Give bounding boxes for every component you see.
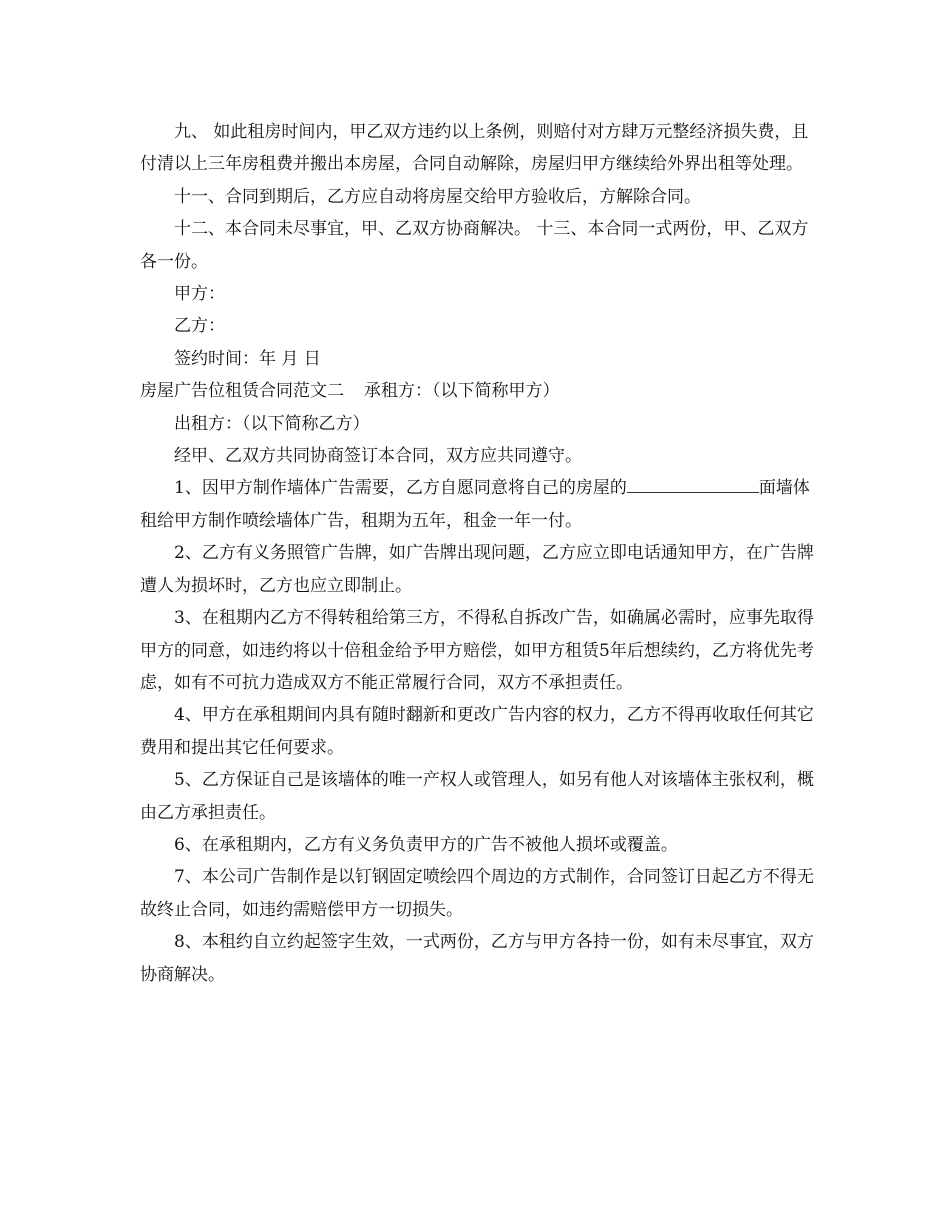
clause-1-text-start: 1、因甲方制作墙体广告需要，乙方自愿同意将自己的房屋的 — [174, 478, 627, 499]
clause-7: 7、本公司广告制作是以钉钢固定喷绘四个周边的方式制作，合同签订日起乙方不得无故终止合同，如违约需赔偿甲方一切损失。 — [140, 867, 814, 920]
clause-8: 8、本租约自立约起签字生效，一式两份，乙方与甲方各持一份，如有未尽事宜，双方协商解决。 — [140, 932, 814, 985]
section-heading-line — [140, 375, 815, 407]
lessor-line: 出租方：（以下简称乙方） — [174, 413, 370, 434]
party-b-signature-line: 乙方： — [174, 316, 225, 337]
clause-5: 5、乙方保证自己是该墙体的唯一产权人或管理人，如另有他人对该墙体主张权利，概由乙方承担责任。 — [140, 770, 814, 823]
clause-1 — [140, 472, 815, 537]
clause-2: 2、乙方有义务照管广告牌，如广告牌出现问题，乙方应立即电话通知甲方，在广告牌遭人为损坏时，乙方也应立即制止。 — [140, 543, 814, 596]
clause-9: 九、 如此租房时间内，甲乙双方违约以上条例，则赔付对方肆万元整经济损失费，且付清以上三年房租费并搬出本房屋，合同自动解除，房屋归甲方继续给外界出租等处理。 — [140, 122, 809, 175]
clause-11: 十一、合同到期后，乙方应自动将房屋交给甲方验收后，方解除合同。 — [174, 186, 701, 207]
fill-in-blank — [627, 476, 759, 493]
lessee-line: 承租方：（以下简称甲方） — [364, 381, 560, 402]
clause-6: 6、在承租期内，乙方有义务负责甲方的广告不被他人损坏或覆盖。 — [174, 834, 678, 855]
clause-3: 3、在租期内乙方不得转租给第三方，不得私自拆改广告，如确属必需时，应事先取得甲方的同意，如违约将以十倍租金给予甲方赔偿，如甲方租赁5年后想续约，乙方将优先考虑，如有不可抗力造成双方不能正常履行合同，双方不承担责任。 — [140, 608, 814, 693]
section-title: 房屋广告位租赁合同范文二 — [140, 381, 344, 402]
preamble: 经甲、乙双方共同协商签订本合同，双方应共同遵守。 — [174, 446, 582, 467]
party-a-signature-line: 甲方： — [174, 284, 225, 305]
signing-date-line: 签约时间：年 月 日 — [174, 348, 321, 369]
clause-1-text-end: 面墙体租给甲方制作喷绘墙体广告，租期为五年，租金一年一付。 — [140, 478, 810, 531]
clause-12-13: 十二、本合同未尽事宜，甲、乙双方协商解决。 十三、本合同一式两份，甲、乙双方各一份。 — [140, 219, 809, 272]
clause-4: 4、甲方在承租期间内具有随时翻新和更改广告内容的权力，乙方不得再收取任何其它费用和提出其它任何要求。 — [140, 705, 814, 758]
document-body — [140, 116, 815, 991]
